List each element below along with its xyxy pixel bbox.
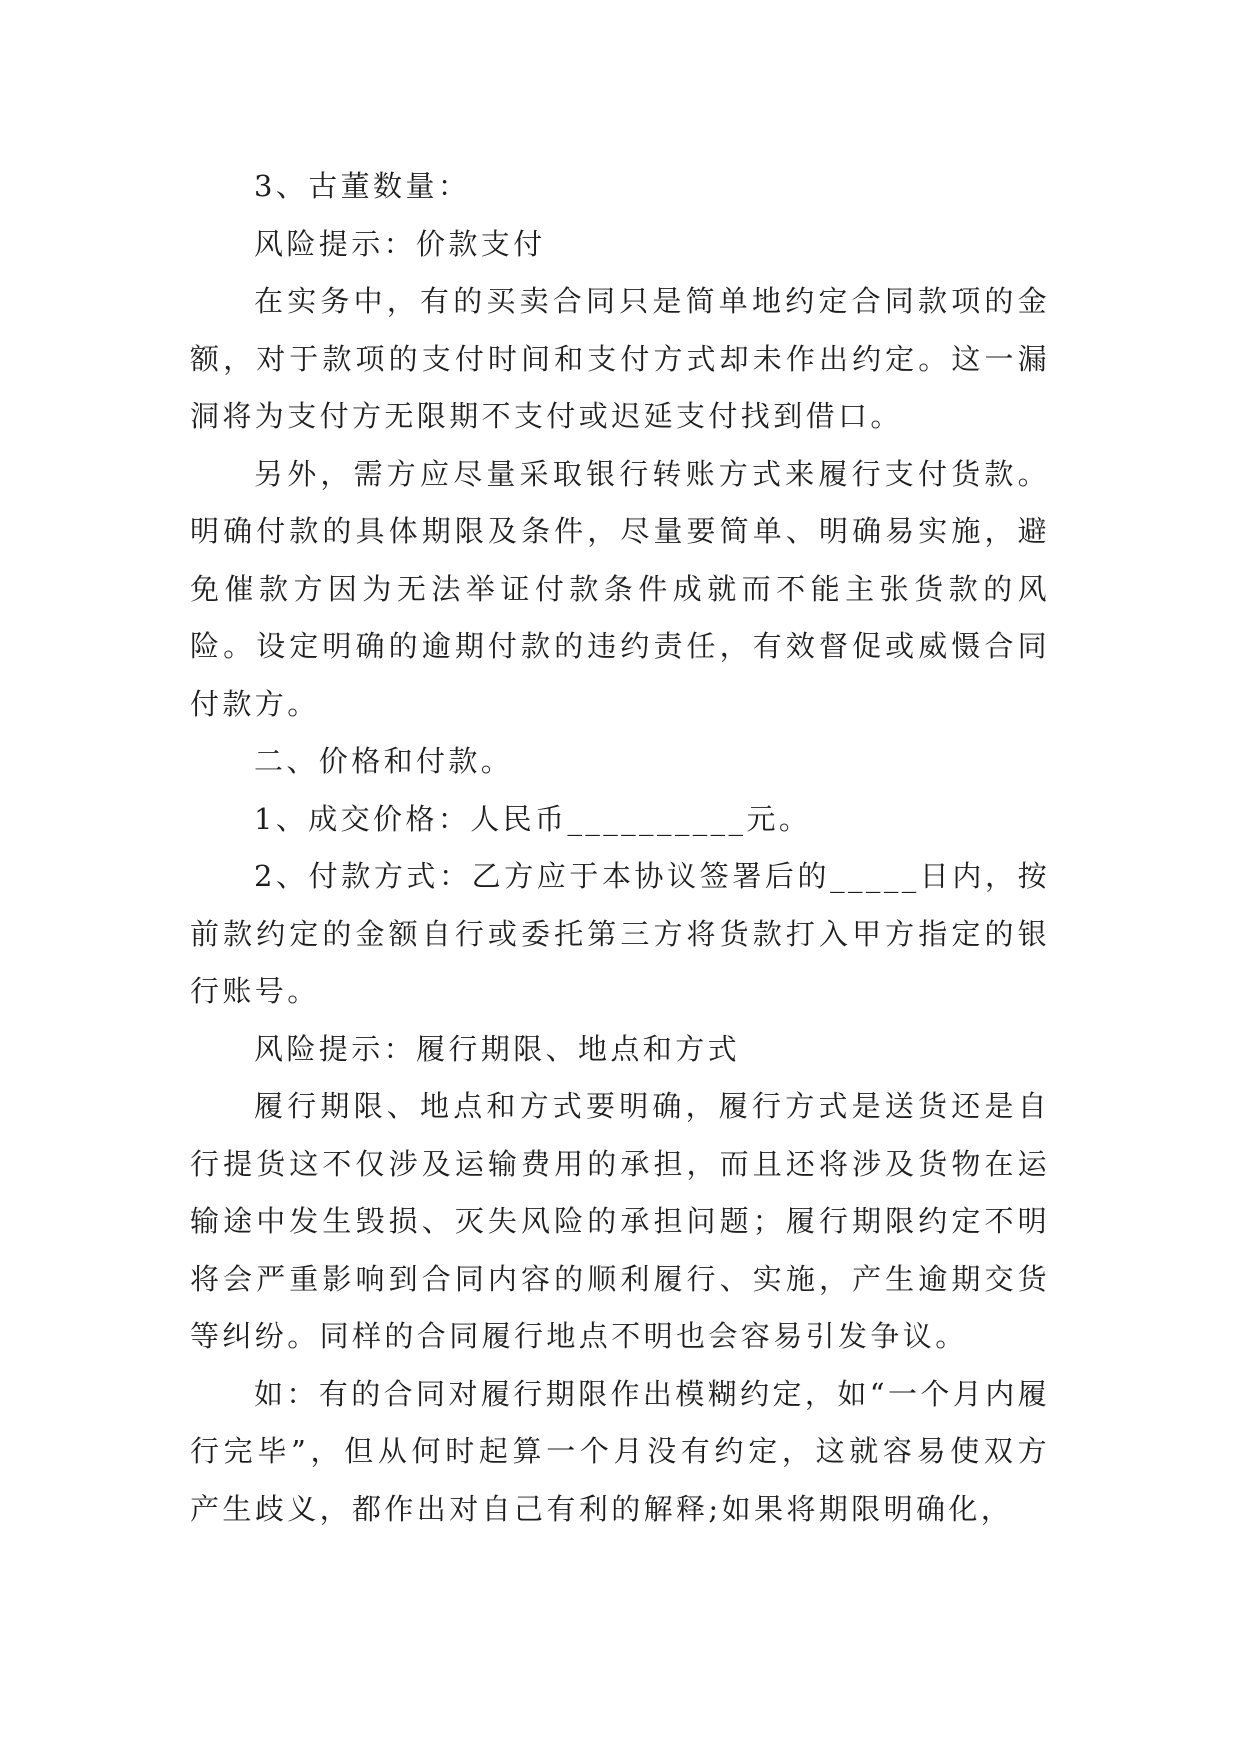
document-body xyxy=(190,158,1050,1538)
paragraph-performance-terms: 履行期限、地点和方式要明确，履行方式是送货还是自行提货这不仅涉及运输费用的承担，而且还将涉及货物在运输途中发生毁损、灭失风险的承担问题；履行期限约定不明将会严重影响到合同内容的顺利履行、实施，产生逾期交货等纠纷。同样的合同履行地点不明也会容易引发争议。 xyxy=(190,1089,1050,1353)
paragraph-bank-transfer: 另外，需方应尽量采取银行转账方式来履行支付货款。明确付款的具体期限及条件，尽量要简单、明确易实施，避免催款方因为无法举证付款条件成就而不能主张货款的风险。设定明确的逾期付款的违约责任，有效督促或威慑合同付款方。 xyxy=(190,456,1050,721)
paragraph-example-deadline: 如：有的合同对履行期限作出模糊约定，如“一个月内履行完毕”，但从何时起算一个月没有约定，这就容易使双方产生歧义，都作出对自己有利的解释;如果将期限明确化， xyxy=(190,1376,1050,1526)
paragraph-section-price-payment: 二、价格和付款。 xyxy=(254,744,514,778)
paragraph-risk-payment-heading: 风险提示：价款支付 xyxy=(254,226,546,261)
paragraph-transaction-price: 1、成交价格：人民币__________元。 xyxy=(254,801,812,836)
paragraph-payment-method: 2、付款方式：乙方应于本协议签署后的_____日内，按前款约定的金额自行或委托第三方将货款打入甲方指定的银行账号。 xyxy=(190,859,1050,1008)
paragraph-risk-performance-heading: 风险提示：履行期限、地点和方式 xyxy=(254,1031,741,1066)
paragraph-payment-practice: 在实务中，有的买卖合同只是简单地约定合同款项的金额，对于款项的支付时间和支付方式却未作出约定。这一漏洞将为支付方无限期不支付或迟延支付找到借口。 xyxy=(190,284,1050,433)
paragraph-item-quantity: 3、古董数量： xyxy=(254,169,471,203)
